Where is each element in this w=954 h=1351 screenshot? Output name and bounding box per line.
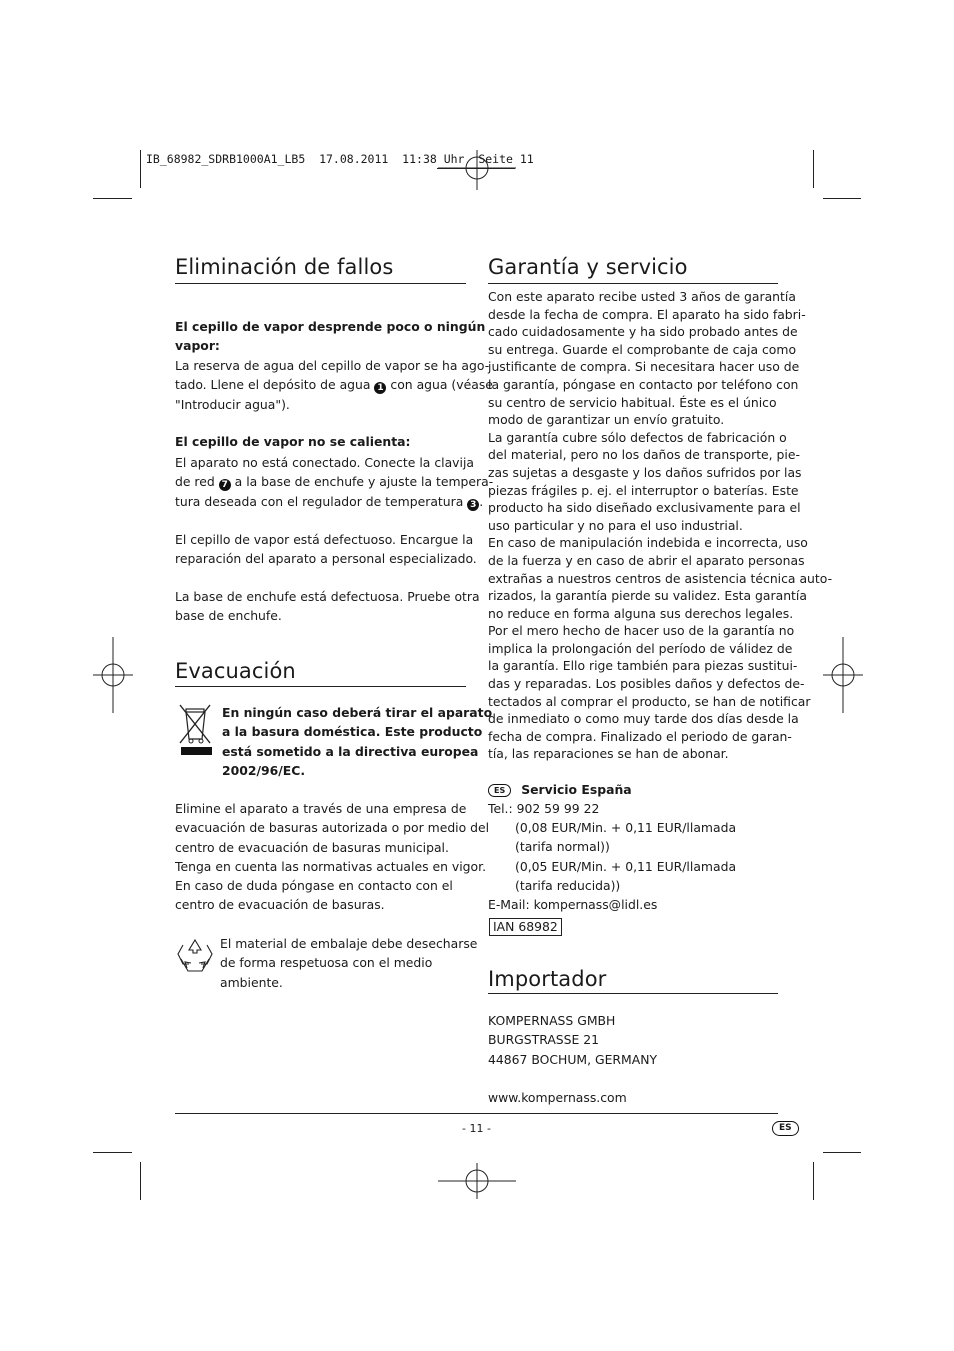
disposal-title: Evacuación	[175, 659, 296, 683]
issue2-para3: La base de enchufe está defectuosa. Pruebe otra base de enchufe.	[175, 589, 480, 624]
marker-1: 1	[374, 382, 386, 394]
title-rule	[175, 686, 466, 687]
disposal-text: Elimine el aparato a través de una empresa de evacuación de basuras autorizada o por medio del centro de evacuación de basuras municipal. Tenga en cuenta las normativas actuales en vigor. En caso de duda póngase en contacto con el centro de evacuación de basuras.	[175, 801, 490, 913]
importer-title: Importador	[488, 967, 607, 991]
marker-7: 7	[219, 479, 231, 491]
crop-mark	[813, 150, 814, 188]
crop-mark	[823, 198, 861, 199]
importer-website: www.kompernass.com	[488, 1090, 627, 1105]
warranty-text: Con este aparato recibe usted 3 años de garantía desde la fecha de compra. El aparato ha sido fabri- cado cuidadosamente y ha sido probado antes de su entrega. Guarde el comprobante de caja como justificante de compra. Si necesitara hacer uso de la garantía, póngase en contacto por teléfono con su centro de servicio habitual. Éste es el único modo de garantizar un envío gratuito. La garantía cubre sólo defectos de fabricación o del material, pero no los daños de transporte, pie- zas sujetas a desgaste y los daños sufridos por las piezas frágiles p. ej. el interruptor o baterías. Este producto ha sido diseñado exclusivamente para el uso particular y no para el uso industrial. En caso de manipulación indebida e incorrecta, uso de la fuerza y en caso de abrir el aparato personas extrañas a nuestros centros de asistencia técnica auto- rizados, la garantía pierde su validez. Esta garantía no reduce en forma alguna sus derechos legales. Por el mero hecho de hacer uso de la garantía no implica la prolongación del período de válidez de la garantía. Ello rige también para piezas sustitui- das y reparadas. Los posibles daños y defectos de- tectados al comprar el producto, se han de notificar de inmediato o como muy tarde dos días desde la fecha de compra. Finalizado el periodo de garan- tía, las reparaciones se han de abonar.	[488, 289, 833, 762]
registration-mark-bottom	[438, 1163, 516, 1203]
packaging-text: El material de embalaje debe desecharse de forma respetuosa con el medio ambiente.	[220, 936, 478, 990]
crop-mark	[813, 1162, 814, 1200]
issue2-para2: El cepillo de vapor está defectuoso. Encargue la reparación del aparato a personal especializado.	[175, 532, 477, 567]
crop-mark	[140, 1162, 141, 1200]
ian-box: IAN 68982	[489, 918, 562, 936]
issue1-text: La reserva de agua del cepillo de vapor se ha ago- tado. Llene el depósito de agua 1 con agua (véase "Introducir agua").	[175, 358, 493, 412]
troubleshooting-title: Eliminación de fallos	[175, 255, 394, 279]
title-rule	[488, 993, 778, 994]
warranty-title: Garantía y servicio	[488, 255, 688, 279]
crop-mark	[140, 150, 141, 188]
issue1-heading: El cepillo de vapor desprende poco o ningún vapor:	[175, 319, 486, 354]
importer-address: KOMPERNASS GMBH BURGSTRASSE 21 44867 BOCHUM, GERMANY	[488, 1013, 658, 1067]
service-email: E-Mail: kompernass@lidl.es	[488, 897, 658, 912]
issue2-text: El aparato no está conectado. Conecte la clavija de red 7 a la base de enchufe y ajuste la tempera- tura deseada con el regulador de temperatura 3 .	[175, 455, 494, 510]
crop-mark	[93, 198, 132, 199]
es-badge-icon: ES	[488, 784, 511, 797]
issue2-heading: El cepillo de vapor no se calienta:	[175, 434, 411, 449]
crop-mark	[823, 1152, 861, 1153]
service-rates: (0,08 EUR/Min. + 0,11 EUR/llamada (tarifa normal)) (0,05 EUR/Min. + 0,11 EUR/llamada (tarifa reducida))	[515, 820, 737, 893]
disposal-warning: En ningún caso deberá tirar el aparato a la basura doméstica. Este producto está sometido a la directiva europea 2002/96/EC.	[222, 705, 493, 778]
crop-mark	[93, 1152, 132, 1153]
slug-underline	[437, 168, 515, 169]
service-tel: Tel.: 902 59 99 22	[488, 801, 600, 816]
title-rule	[488, 283, 778, 284]
language-badge: ES	[772, 1121, 799, 1136]
recycling-icon	[175, 935, 215, 975]
weee-bin-icon	[176, 701, 216, 757]
registration-mark-left	[93, 637, 133, 713]
footer-rule	[175, 1113, 778, 1114]
marker-3: 3	[467, 499, 479, 511]
print-slug: IB_68982_SDRB1000A1_LB5 17.08.2011 11:38 Uhr Seite 11	[146, 152, 534, 166]
service-heading: ES Servicio España	[488, 780, 632, 799]
page-number: - 11 -	[462, 1122, 491, 1135]
title-rule	[175, 283, 466, 284]
